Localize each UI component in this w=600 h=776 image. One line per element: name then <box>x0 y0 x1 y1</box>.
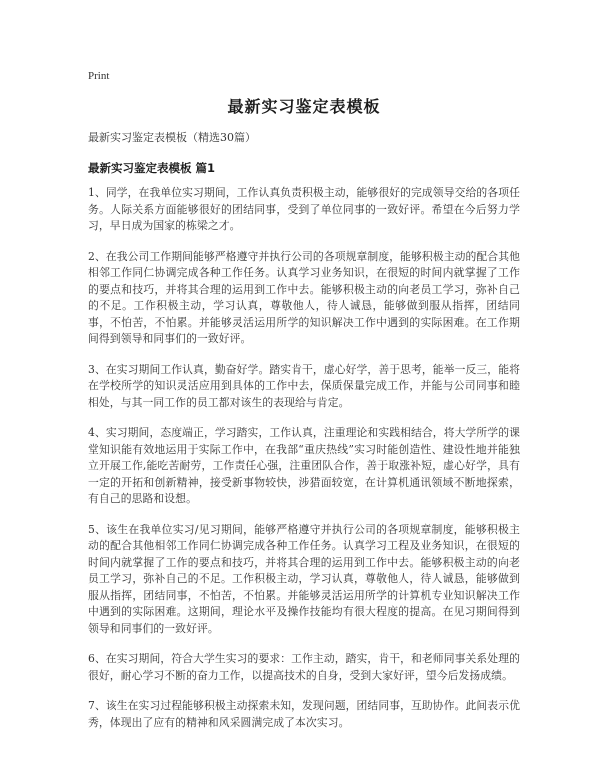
print-label: Print <box>88 70 110 82</box>
document-subtitle: 最新实习鉴定表模板（精选30篇） <box>88 131 256 144</box>
paragraph-2: 2、在我公司工作期间能够严格遵守并执行公司的各项规章制度，能够积极主动的配合其他相邻工作同仁协调完成各种工作任务。认真学习业务知识，在很短的时间内就掌握了工作的要点和技巧，并将其合理的运用到工作中去。能够积极主动的向老员工学习，弥补自己的不足。工作积极主动，学习认真，尊敬他人，待人诚恳，能够做到服从指挥，团结同事，不怕苦，不怕累。并能够灵活运用所学的知识解决工作中遇到的实际困难。在工作期间得到领导和同事们的一致好评。 <box>88 249 520 345</box>
paragraph-7: 7、该生在实习过程能够积极主动探索未知，发现问题，团结同事，互助协作。此间表示优秀，体现出了应有的精神和风采圆满完成了本次实习。 <box>88 699 520 729</box>
document-page <box>88 70 520 745</box>
paragraph-4: 4、实习期间，态度端正，学习踏实，工作认真，注重理论和实践相结合，将大学所学的课堂知识能有效地运用于实际工作中，在我部“重庆热线”实习时能创造性、建设性地并能独立开展工作,能吃苦耐劳，工作责任心强，注重团队合作，善于取涨补短，虚心好学，具有一定的开拓和创新精神，接受新事物较快，涉猎面较宽，在计算机通讯领域不断地探索，有自己的思路和设想。 <box>88 426 520 505</box>
paragraph-1: 1、同学，在我单位实习期间，工作认真负责积极主动，能够很好的完成领导交给的各项任务。人际关系方面能够很好的团结同事，受到了单位同事的一致好评。希望在今后努力学习，早日成为国家的栋梁之才。 <box>88 186 520 232</box>
section-heading: 最新实习鉴定表模板 篇1 <box>88 161 216 175</box>
paragraph-3: 3、在实习期间工作认真，勤奋好学。踏实肯干，虚心好学，善于思考，能举一反三，能将在学校所学的知识灵活应用到具体的工作中去，保质保量完成工作，并能与公司同事和睦相处，与其一同工作的员工都对该生的表现给与肯定。 <box>88 362 520 409</box>
document-title: 最新实习鉴定表模板 <box>227 97 381 116</box>
paragraph-6: 6、在实习期间，符合大学生实习的要求：工作主动，踏实，肯干，和老师同事关系处理的很好，耐心学习不断的奋力工作，以提高技术的自身，受到大家好评，望今后发扬成绩。 <box>88 652 520 682</box>
paragraph-5: 5、该生在我单位实习/见习期间，能够严格遵守并执行公司的各项规章制度，能够积极主动的配合其他相邻工作同仁协调完成各种工作任务。认真学习工程及业务知识，在很短的时间内就掌握了工作的要点和技巧，并将其合理的运用到工作中去。能够积极主动的向老员工学习，弥补自己的不足。工作积极主动，学习认真，尊敬他人，待人诚恳，能够做到服从指挥，团结同事，不怕苦，不怕累。并能够灵活运用所学的计算机专业知识解决工作中遇到的实际困难。这期间，理论水平及操作技能均有很大程度的提高。在见习期间得到领导和同事们的一致好评。 <box>88 522 520 635</box>
